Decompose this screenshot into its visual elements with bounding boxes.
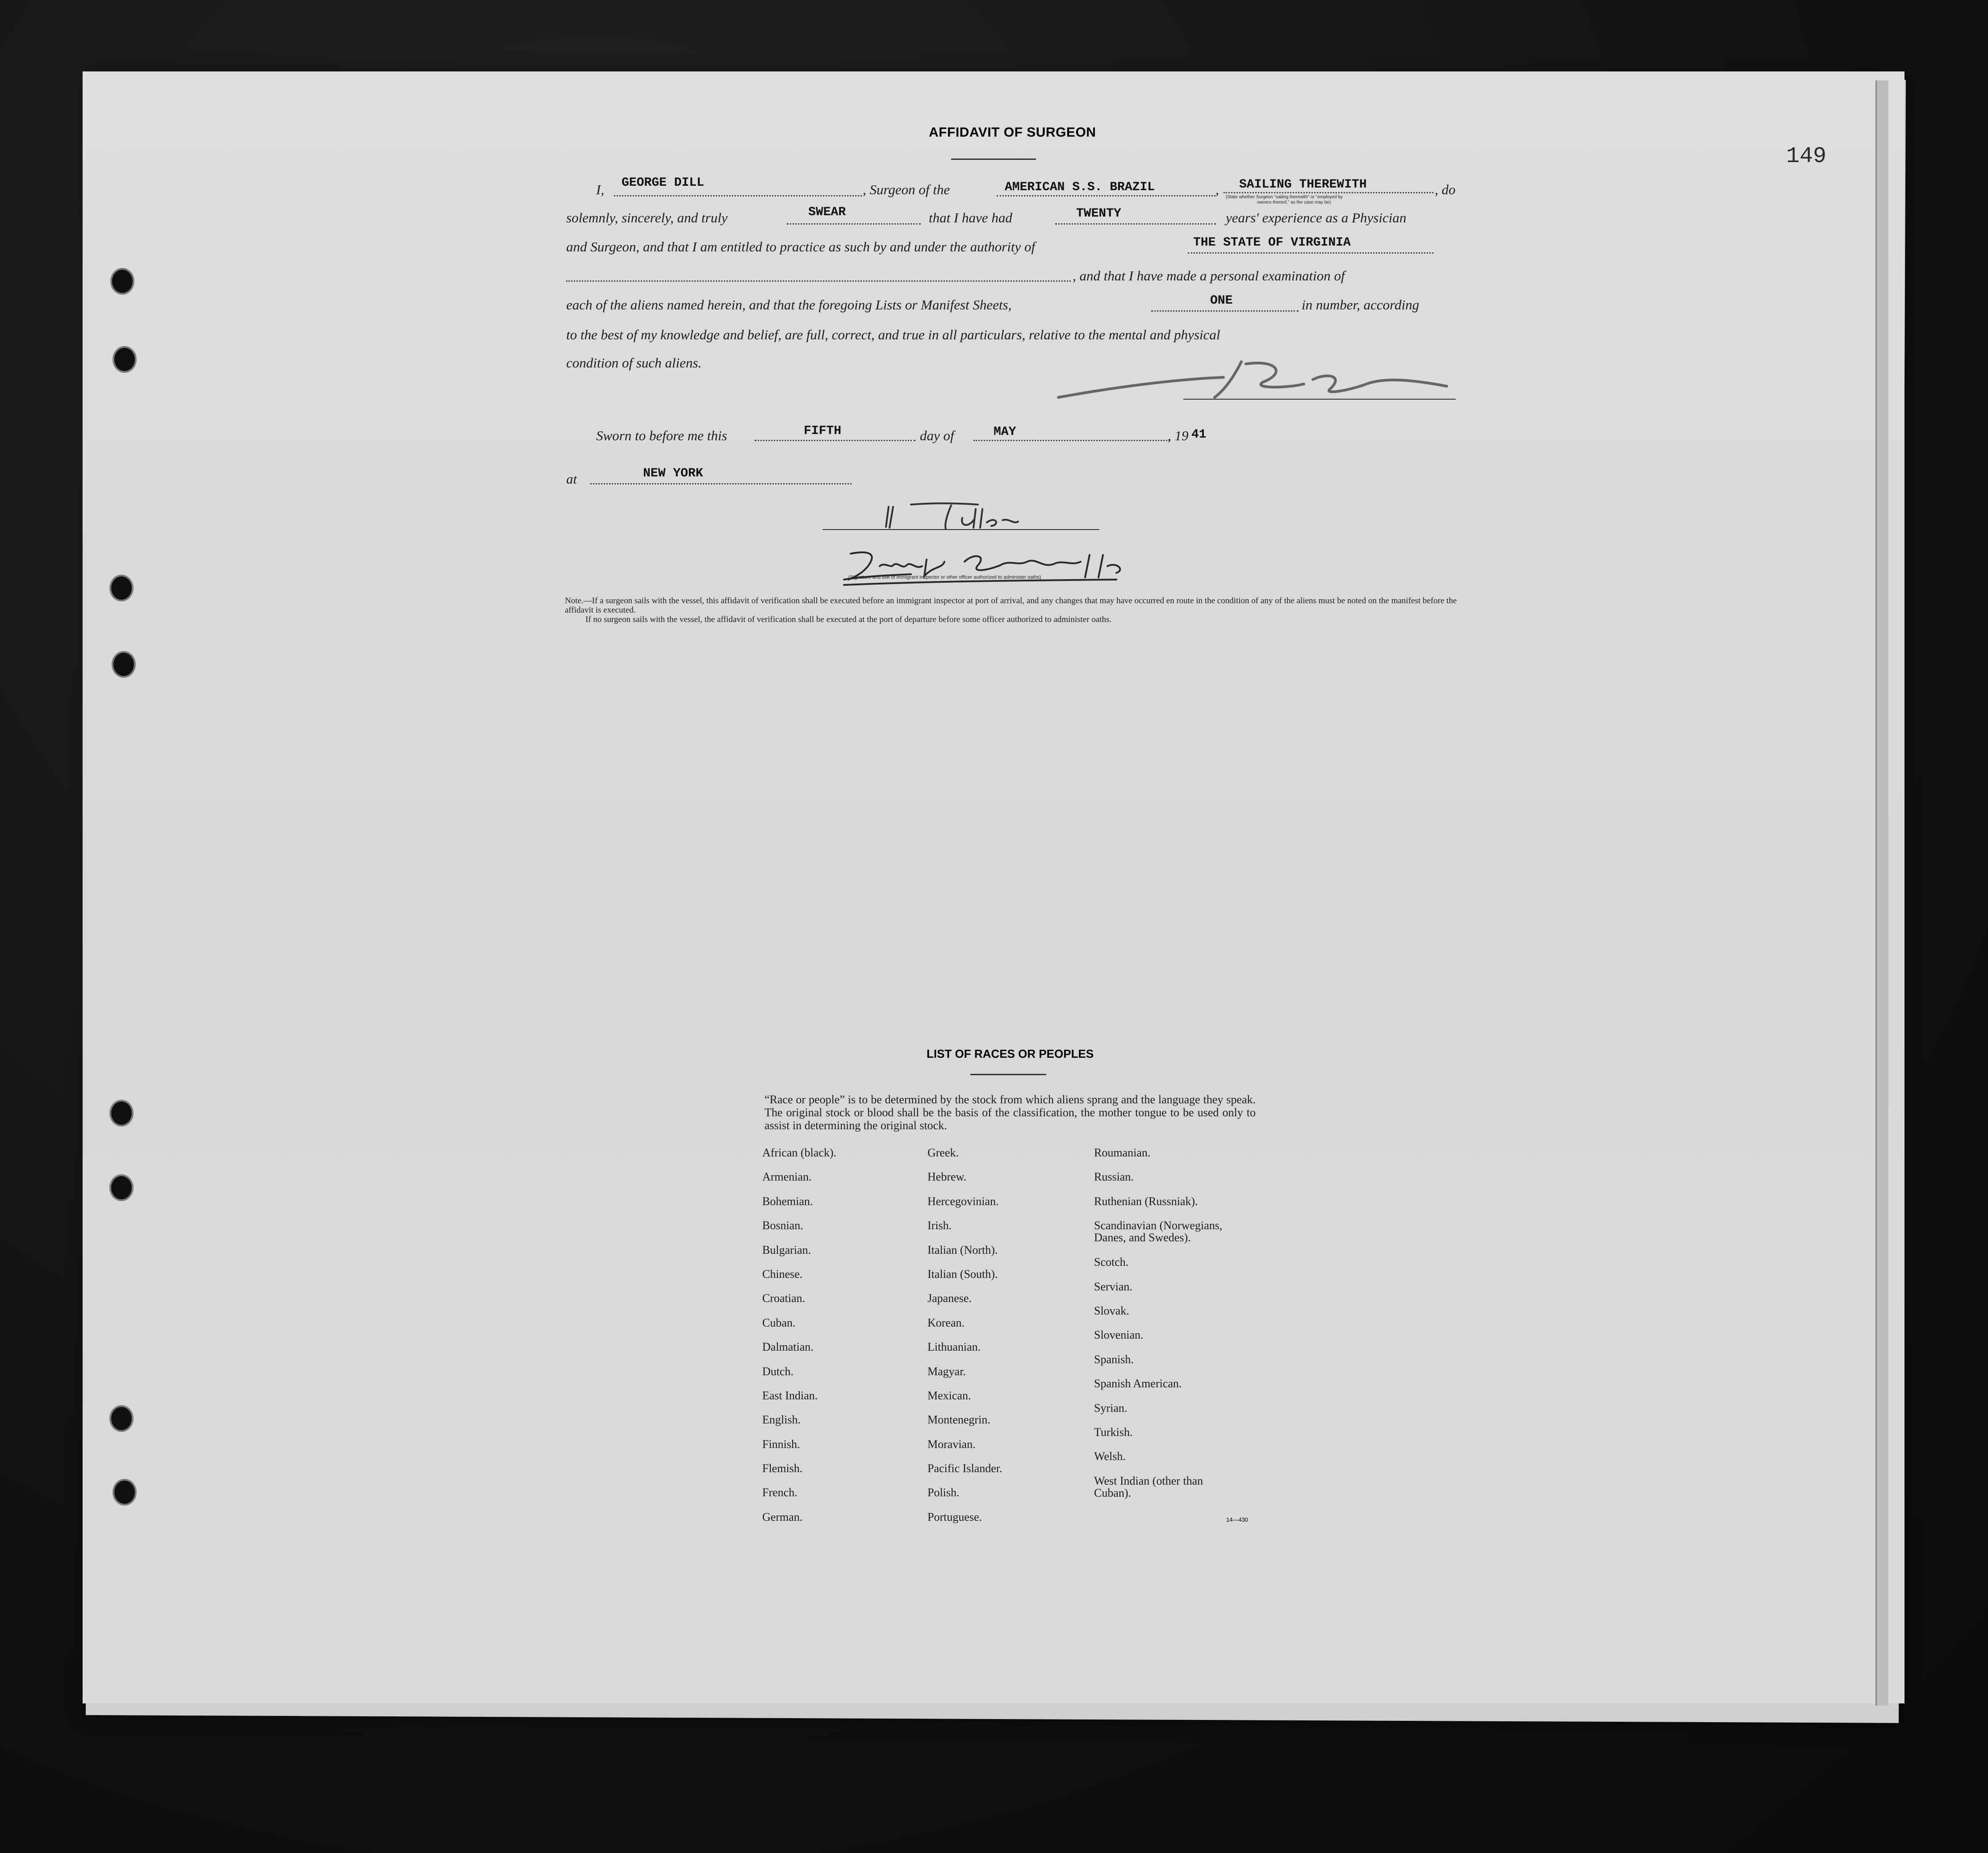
- oath-word: SWEAR: [808, 205, 846, 219]
- races-column-1: [762, 1147, 836, 1535]
- authority-continued-line: [566, 280, 1071, 282]
- race-item: Armenian.: [762, 1170, 812, 1184]
- race-item: Bohemian.: [762, 1194, 813, 1208]
- binder-hole: [112, 651, 136, 678]
- form-code: 14—430: [1226, 1516, 1249, 1523]
- race-item: French.: [762, 1486, 798, 1499]
- title-underline: [951, 159, 1036, 160]
- races-list-title: LIST OF RACES OR PEOPLES: [927, 1047, 1094, 1060]
- binder-hole: [113, 1479, 137, 1506]
- note-2: If no surgeon sails with the vessel, the affidavit of verification shall be executed at the port of departure before some officer authorized to administer oaths.: [585, 615, 1112, 624]
- race-item: Portuguese.: [927, 1510, 982, 1523]
- month-field-line: [973, 440, 1170, 441]
- binder-hole: [109, 1405, 134, 1432]
- race-item: African (black).: [762, 1146, 837, 1159]
- sworn-month: MAY: [994, 425, 1016, 439]
- oath-field-line: [787, 223, 921, 225]
- authority-field-line: [1188, 252, 1433, 254]
- race-item: Hercegovinian.: [927, 1194, 999, 1208]
- race-item: Flemish.: [762, 1462, 803, 1475]
- sworn-year-prefix: , 19: [1168, 428, 1189, 443]
- place-field-line: [590, 483, 852, 484]
- line2-suffix: years' experience as a Physician: [1226, 210, 1407, 225]
- years-experience: TWENTY: [1076, 207, 1121, 221]
- vessel-field-line: [997, 195, 1215, 196]
- surgeon-signature: [1054, 353, 1456, 406]
- race-item: Russian.: [1094, 1170, 1134, 1184]
- race-item: Servian.: [1094, 1280, 1132, 1293]
- line5-prefix: each of the aliens named herein, and that the foregoing Lists or Manifest Sheets,: [566, 297, 1012, 313]
- line6: to the best of my knowledge and belief, are full, correct, and true in all particulars, relative to the mental and physical: [566, 327, 1220, 342]
- race-item: Greek.: [927, 1146, 959, 1159]
- line5-suffix: in number, according: [1302, 297, 1420, 313]
- line2-mid: that I have had: [929, 210, 1012, 225]
- status-note-2: owners thereof," as the case may be): [1257, 200, 1331, 205]
- race-item: Pacific Islander.: [927, 1462, 1002, 1475]
- surgeon-status: SAILING THEREWITH: [1239, 178, 1367, 192]
- race-item: Korean.: [927, 1316, 965, 1329]
- race-item: Turkish.: [1094, 1425, 1133, 1439]
- affidavit-note: [565, 596, 1458, 624]
- race-item: Dutch.: [762, 1365, 794, 1378]
- at-prefix: at: [566, 471, 577, 487]
- binder-hole: [109, 1100, 134, 1127]
- status-note: [1226, 195, 1343, 205]
- line1-mid: , Surgeon of the: [863, 182, 950, 197]
- name-field-line: [614, 195, 862, 196]
- sworn-day: FIFTH: [804, 424, 842, 438]
- binder-hole: [110, 268, 134, 295]
- race-item: Finnish.: [762, 1437, 800, 1451]
- races-title-underline: [970, 1074, 1046, 1075]
- race-item: Syrian.: [1094, 1401, 1128, 1415]
- sworn-mid: day of: [920, 428, 954, 443]
- race-item: Irish.: [927, 1219, 952, 1232]
- years-field-line: [1055, 223, 1216, 225]
- binder-hole: [109, 1174, 134, 1201]
- officer-caption: (Signature and title of immigrant inspector or other officer authorized to administer oaths): [848, 575, 1041, 580]
- race-item: Chinese.: [762, 1267, 803, 1281]
- vessel-name: AMERICAN S.S. BRAZIL: [1005, 180, 1155, 194]
- race-item: Scandinavian (Norwegians, Danes, and Swedes).: [1094, 1219, 1223, 1244]
- race-item: Hebrew.: [927, 1170, 967, 1184]
- race-item: Croatian.: [762, 1292, 806, 1305]
- status-field-line: [1224, 192, 1433, 193]
- race-item: Lithuanian.: [927, 1340, 981, 1354]
- sworn-year: 41: [1191, 428, 1207, 442]
- binder-hole: [113, 346, 137, 373]
- races-intro: “Race or people” is to be determined by the stock from which aliens sprang and the language they speak. The original stock or blood shall be the basis of the classification, the mother tongue to be used only to assist in determining the original stock.: [764, 1093, 1256, 1132]
- binder-hole: [109, 575, 134, 601]
- races-column-3: [1094, 1147, 1222, 1511]
- page-edge: [1875, 80, 1888, 1706]
- race-item: East Indian.: [762, 1389, 818, 1402]
- line1-prefix: I,: [596, 182, 605, 197]
- race-item: Slovenian.: [1094, 1328, 1144, 1342]
- sworn-place: NEW YORK: [643, 467, 703, 480]
- race-item: Welsh.: [1094, 1450, 1126, 1463]
- sheet-count: ONE: [1210, 294, 1233, 308]
- officer-signature-name: [884, 500, 1072, 534]
- day-field-line: [755, 440, 915, 441]
- surgeon-name: GEORGE DILL: [622, 176, 704, 190]
- line1-comma: ,: [1215, 182, 1219, 197]
- races-column-2: [927, 1147, 1002, 1535]
- race-item: Montenegrin.: [927, 1413, 990, 1427]
- race-item: Italian (South).: [927, 1267, 998, 1281]
- race-item: West Indian (other than Cuban).: [1094, 1474, 1203, 1499]
- race-item: Japanese.: [927, 1292, 972, 1305]
- race-item: Magyar.: [927, 1365, 966, 1378]
- line1-suffix: , do: [1435, 182, 1456, 197]
- affidavit-title: AFFIDAVIT OF SURGEON: [929, 125, 1096, 140]
- line3-prefix: and Surgeon, and that I am entitled to practice as such by and under the authority of: [566, 239, 1036, 255]
- race-item: German.: [762, 1510, 803, 1523]
- race-item: Spanish.: [1094, 1352, 1134, 1366]
- officer-signature-title: [839, 548, 1161, 588]
- count-field-line: [1151, 310, 1299, 312]
- race-item: Polish.: [927, 1486, 960, 1499]
- race-item: Bulgarian.: [762, 1243, 811, 1256]
- line4-suffix: , and that I have made a personal examination of: [1073, 268, 1345, 284]
- race-item: Slovak.: [1094, 1304, 1129, 1317]
- note-1: Note.—If a surgeon sails with the vessel, this affidavit of verification shall be executed before an immigrant inspector at port of arrival, and any changes that may have occurred en route in the condition of any of the aliens must be noted on the manifest before the affidavit is executed.: [565, 596, 1457, 615]
- line7: condition of such aliens.: [566, 355, 702, 371]
- race-item: Dalmatian.: [762, 1340, 814, 1354]
- race-item: Moravian.: [927, 1437, 976, 1451]
- race-item: Cuban.: [762, 1316, 796, 1329]
- race-item: Scotch.: [1094, 1256, 1129, 1269]
- race-item: English.: [762, 1413, 801, 1427]
- race-item: Mexican.: [927, 1389, 971, 1402]
- race-item: Ruthenian (Russniak).: [1094, 1194, 1198, 1208]
- sworn-prefix: Sworn to before me this: [596, 428, 727, 443]
- status-note-1: (State whether Surgeon "sailing therewith" or "employed by: [1226, 195, 1343, 200]
- page-number: 149: [1786, 144, 1827, 169]
- authority: THE STATE OF VIRGINIA: [1193, 236, 1351, 250]
- line2-prefix: solemnly, sincerely, and truly: [566, 210, 728, 225]
- race-item: Roumanian.: [1094, 1146, 1151, 1159]
- race-item: Bosnian.: [762, 1219, 803, 1232]
- race-item: Spanish American.: [1094, 1377, 1182, 1390]
- race-item: Italian (North).: [927, 1243, 998, 1256]
